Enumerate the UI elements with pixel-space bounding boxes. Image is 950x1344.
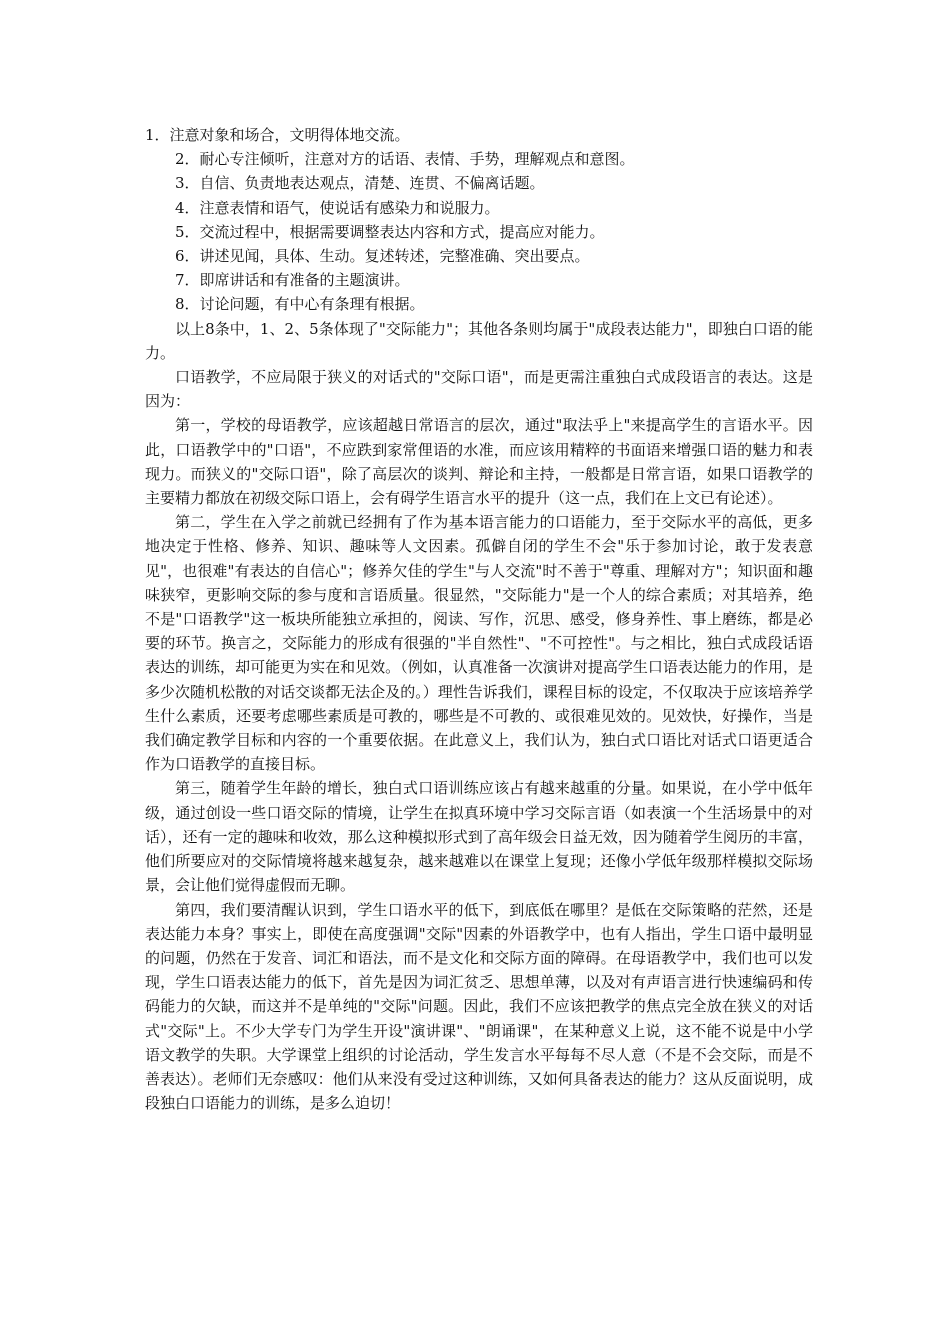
list-item-3: 3．自信、负责地表达观点，清楚、连贯、不偏离话题。 — [175, 174, 545, 193]
list-item-7: 7．即席讲话和有准备的主题演讲。 — [175, 271, 410, 290]
paragraph-intro: 口语教学，不应局限于狭义的对话式的"交际口语"，而是更需注重独白式成段语言的表达。这是因为： — [145, 368, 813, 411]
list-item-1: 1．注意对象和场合，文明得体地交流。 — [145, 126, 410, 144]
list-item-4: 4．注意表情和语气，使说话有感染力和说服力。 — [175, 198, 500, 217]
paragraph-third: 第三，随着学生年龄的增长，独白式口语训练应该占有越来越重的分量。如果说，在小学中低年级，通过创设一些口语交际的情境，让学生在拟真环境中学习交际言语（如表演一个生活场景中的对话），还有一定的趣味和收效，那么这种模拟形式到了高年级会日益无效，因为随着学生阅历的丰富，他们所要应对的交际情境将越来越复杂，越来越难以在课堂上复现；还像小学低年级那样模拟交际场景，会让他们觉得虚假而无聊。 — [145, 779, 813, 895]
paragraph-second: 第二，学生在入学之前就已经拥有了作为基本语言能力的口语能力，至于交际水平的高低，更多地决定于性格、修养、知识、趣味等人文因素。孤僻自闭的学生不会"乐于参加讨论，敢于发表意见"，也很难"有表达的自信心"；修养欠佳的学生"与人交流"时不善于"尊重、理解对方"；知识面和趣味狭窄，更影响交际的参与度和言语质量。很显然，"交际能力"是一个人的综合素质；对其培养，绝不是"口语教学"这一板块所能独立承担的，阅读、写作，沉思、感受，修身养性、事上磨练，都是必要的环节。换言之，交际能力的形成有很强的"半自然性"、"不可控性"。与之相比，独白式成段话语表达的训练，却可能更为实在和见效。（例如，认真准备一次演讲对提高学生口语表达能力的作用，是多少次随机松散的对话交谈都无法企及的。）理性告诉我们，课程目标的设定，不仅取决于应该培养学生什么素质，还要考虑哪些素质是可教的，哪些是不可教的、或很难见效的。见效快，好操作，当是我们确定教学目标和内容的一个重要依据。在此意义上，我们认为，独白式口语比对话式口语更适合作为口语教学的直接目标。 — [145, 513, 813, 774]
paragraph-summary: 以上8条中，1、2、5条体现了"交际能力"；其他各条则均属于"成段表达能力"，即独白口语的能力。 — [145, 319, 813, 362]
paragraph-fourth: 第四，我们要清醒认识到，学生口语水平的低下，到底低在哪里？是低在交际策略的茫然，还是表达能力本身？事实上，即使在高度强调"交际"因素的外语教学中，也有人指出，学生口语中最明显的问题，仍然在于发音、词汇和语法，而不是文化和交际方面的障碍。在母语教学中，我们也可以发现，学生口语表达能力的低下，首先是因为词汇贫乏、思想单薄，以及对有声语言进行快速编码和传码能力的欠缺，而这并不是单纯的"交际"问题。因此，我们不应该把教学的焦点完全放在狭义的对话式"交际"上。不少大学专门为学生开设"演讲课"、"朗诵课"，在某种意义上说，这不能不说是中小学语文教学的失职。大学课堂上组织的讨论活动，学生发言水平每每不尽人意（不是不会交际，而是不善表达）。老师们无奈感叹：他们从来没有受过这种训练，又如何具备表达的能力？这从反面说明，成段独白口语能力的训练，是多么迫切！ — [145, 900, 813, 1113]
list-item-5: 5．交流过程中，根据需要调整表达内容和方式，提高应对能力。 — [175, 222, 605, 241]
list-item-8: 8．讨论问题，有中心有条理有根据。 — [175, 295, 425, 314]
document-page — [145, 123, 813, 1115]
list-item-2: 2．耐心专注倾听，注意对方的话语、表情、手势，理解观点和意图。 — [175, 150, 635, 169]
list-item-6: 6．讲述见闻，具体、生动。复述转述，完整准确、突出要点。 — [175, 247, 590, 266]
paragraph-first: 第一，学校的母语教学，应该超越日常语言的层次，通过"取法乎上"来提高学生的言语水平。因此，口语教学中的"口语"，不应跌到家常俚语的水准，而应该用精粹的书面语来增强口语的魅力和表现力。而狭义的"交际口语"，除了高层次的谈判、辩论和主持，一般都是日常言语，如果口语教学的主要精力都放在初级交际口语上，会有碍学生语言水平的提升（这一点，我们在上文已有论述）。 — [145, 416, 813, 508]
